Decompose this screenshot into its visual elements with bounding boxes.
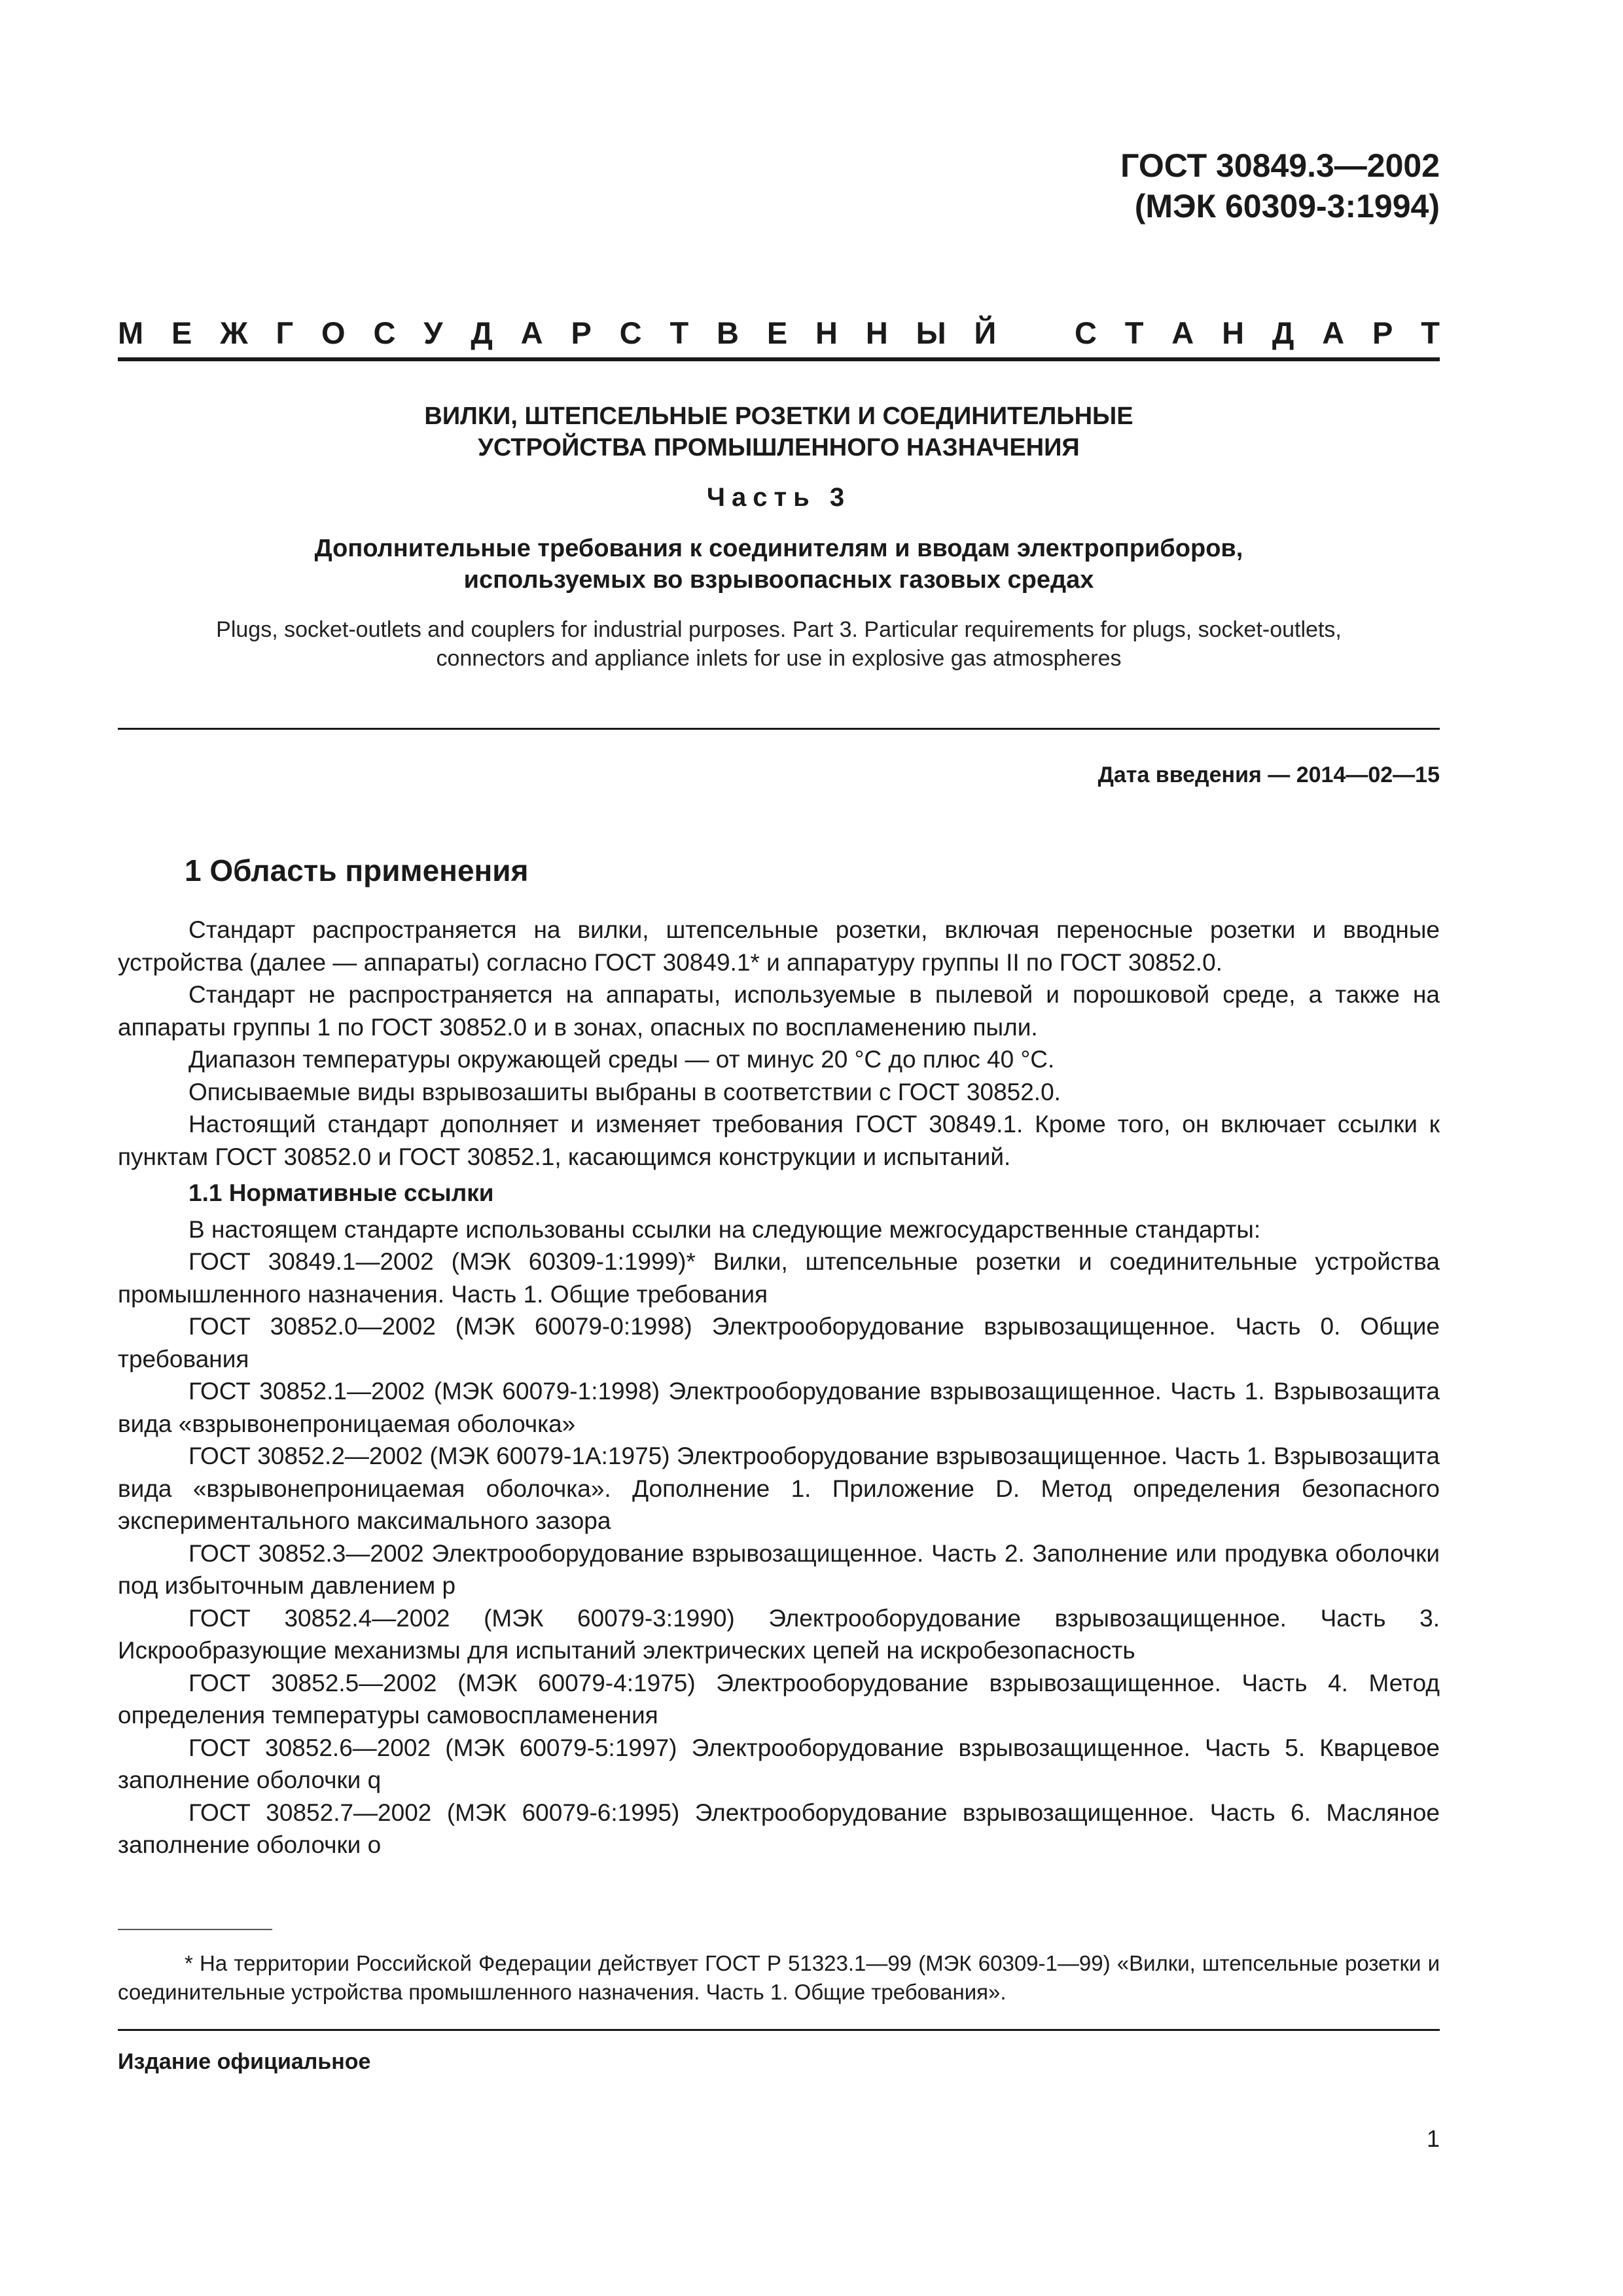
reference-item: ГОСТ 30852.5—2002 (МЭК 60079-4:1975) Электрооборудование взрывозащищенное. Часть 4. Метод определения температуры самовоспламенения xyxy=(118,1669,1440,1729)
introduction-date: Дата введения — 2014—02—15 xyxy=(1097,762,1440,787)
banner-letter: Т xyxy=(669,315,689,350)
footnote xyxy=(118,1949,1440,2007)
banner-letter: О xyxy=(321,315,346,350)
banner-letter: Т xyxy=(1421,315,1440,350)
paragraph: Стандарт распространяется на вилки, штепсельные розетки, включая переносные розетки и вводные устройства (далее — аппараты) согласно ГОСТ 30849.1* и аппаратуру группы II по ГОСТ 30852.0. xyxy=(118,916,1440,976)
document-number-line2: (МЭК 60309-3:1994) xyxy=(1134,188,1440,224)
document-number-line1: ГОСТ 30849.3—2002 xyxy=(1120,147,1440,184)
reference-item: ГОСТ 30852.6—2002 (МЭК 60079-5:1997) Электрооборудование взрывозащищенное. Часть 5. Кварцевое заполнение оболочки q xyxy=(118,1734,1440,1793)
english-title-line1: Plugs, socket-outlets and couplers for industrial purposes. Part 3. Particular requirements for plugs, socket-outlets, xyxy=(216,617,1342,642)
reference-item: ГОСТ 30852.3—2002 Электрооборудование взрывозащищенное. Часть 2. Заполнение или продувка оболочки под избыточным давлением p xyxy=(118,1539,1440,1599)
reference-item: ГОСТ 30852.4—2002 (МЭК 60079-3:1990) Электрооборудование взрывозащищенное. Часть 3. Искрообразующие механизмы для испытаний электрических цепей на искробезопасность xyxy=(118,1604,1440,1664)
banner-letter: Р xyxy=(571,315,592,350)
banner-letter: Ы xyxy=(916,315,946,350)
subtitle-line1: Дополнительные требования к соединителям и вводам электроприборов, xyxy=(314,535,1243,562)
document-number xyxy=(1120,145,1440,226)
subsection-heading: 1.1 Нормативные ссылки xyxy=(188,1179,494,1206)
footnote-divider xyxy=(118,1929,272,1930)
banner-letter: Д xyxy=(1272,315,1294,350)
english-title-line2: connectors and appliance inlets for use in explosive gas atmospheres xyxy=(436,646,1122,671)
footnote-text: * На территории Российской Федерации действует ГОСТ Р 51323.1—99 (МЭК 60309-1—99) «Вилки, штепсельные розетки и соединительные устройства промышленного назначения. Часть 1. Общие требования». xyxy=(118,1951,1440,2004)
part-label: Часть 3 xyxy=(706,483,851,512)
english-title xyxy=(118,615,1440,673)
banner-letter: Н xyxy=(1222,315,1245,350)
edition-label: Издание официальное xyxy=(118,2049,371,2074)
banner-letter: Е xyxy=(171,315,192,350)
banner-letter: А xyxy=(520,315,543,350)
main-title-line2: УСТРОЙСТВА ПРОМЫШЛЕННОГО НАЗНАЧЕНИЯ xyxy=(478,434,1080,461)
divider xyxy=(118,728,1440,730)
paragraph: Стандарт не распространяется на аппараты, используемые в пылевой и порошковой среде, а также на аппараты группы 1 по ГОСТ 30852.0 и в зонах, опасных по воспламенению пыли. xyxy=(118,981,1440,1041)
reference-item: ГОСТ 30849.1—2002 (МЭК 60309-1:1999)* Вилки, штепсельные розетки и соединительные устройства промышленного назначения. Часть 1. Общие требования xyxy=(118,1248,1440,1308)
banner-letter: А xyxy=(1322,315,1345,350)
section-heading: 1 Область применения xyxy=(185,853,529,888)
bottom-divider xyxy=(118,2029,1440,2031)
banner-letter: Н xyxy=(815,315,838,350)
banner-letter: Т xyxy=(1124,315,1144,350)
banner-letter: Ж xyxy=(220,315,248,350)
banner-letter: В xyxy=(717,315,739,350)
banner-letter: А xyxy=(1171,315,1194,350)
reference-item: ГОСТ 30852.0—2002 (МЭК 60079-0:1998) Электрооборудование взрывозащищенное. Часть 0. Общие требования xyxy=(118,1313,1440,1372)
references-intro: В настоящем стандарте использованы ссылки на следующие межгосударственные стандарты: xyxy=(188,1215,1261,1243)
subtitle xyxy=(118,533,1440,596)
page-number: 1 xyxy=(1426,2125,1440,2152)
banner-letter: Й xyxy=(974,315,997,350)
paragraph: Описываемые виды взрывозашиты выбраны в соответствии с ГОСТ 30852.0. xyxy=(188,1078,1061,1105)
main-title-line1: ВИЛКИ, ШТЕПСЕЛЬНЫЕ РОЗЕТКИ И СОЕДИНИТЕЛЬНЫЕ xyxy=(424,403,1133,430)
paragraph: Диапазон температуры окружающей среды — от минус 20 °С до плюс 40 °С. xyxy=(188,1046,1055,1073)
body-text xyxy=(118,914,1440,1861)
reference-item: ГОСТ 30852.2—2002 (МЭК 60079-1А:1975) Электрооборудование взрывозащищенное. Часть 1. Взрывозащита вида «взрывонепроницаемая оболочка». Дополнение 1. Приложение D. Метод определения безопасного экспериментального максимального зазора xyxy=(118,1443,1440,1534)
reference-item: ГОСТ 30852.1—2002 (МЭК 60079-1:1998) Электрооборудование взрывозащищенное. Часть 1. Взрывозащита вида «взрывонепроницаемая оболочка» xyxy=(118,1378,1440,1437)
banner-letter: С xyxy=(1074,315,1097,350)
title-block xyxy=(118,401,1440,673)
banner-letter: Н xyxy=(865,315,888,350)
banner-letter: С xyxy=(619,315,642,350)
banner-letter: Д xyxy=(471,315,493,350)
banner-letter: Р xyxy=(1372,315,1393,350)
banner-letter: М xyxy=(118,315,144,350)
banner-letter: С xyxy=(373,315,396,350)
subtitle-line2: используемых во взрывоопасных газовых средах xyxy=(463,566,1094,594)
banner-letter: У xyxy=(423,315,443,350)
reference-item: ГОСТ 30852.7—2002 (МЭК 60079-6:1995) Электрооборудование взрывозащищенное. Часть 6. Масляное заполнение оболочки o xyxy=(118,1799,1440,1858)
paragraph: Настоящий стандарт дополняет и изменяет требования ГОСТ 30849.1. Кроме того, он включает ссылки к пунктам ГОСТ 30852.0 и ГОСТ 30852.1, касающимся конструкции и испытаний. xyxy=(118,1111,1440,1170)
standard-type-banner xyxy=(118,308,1440,361)
banner-letter: Е xyxy=(766,315,788,350)
banner-letter: Г xyxy=(276,315,294,350)
main-title xyxy=(118,401,1440,463)
